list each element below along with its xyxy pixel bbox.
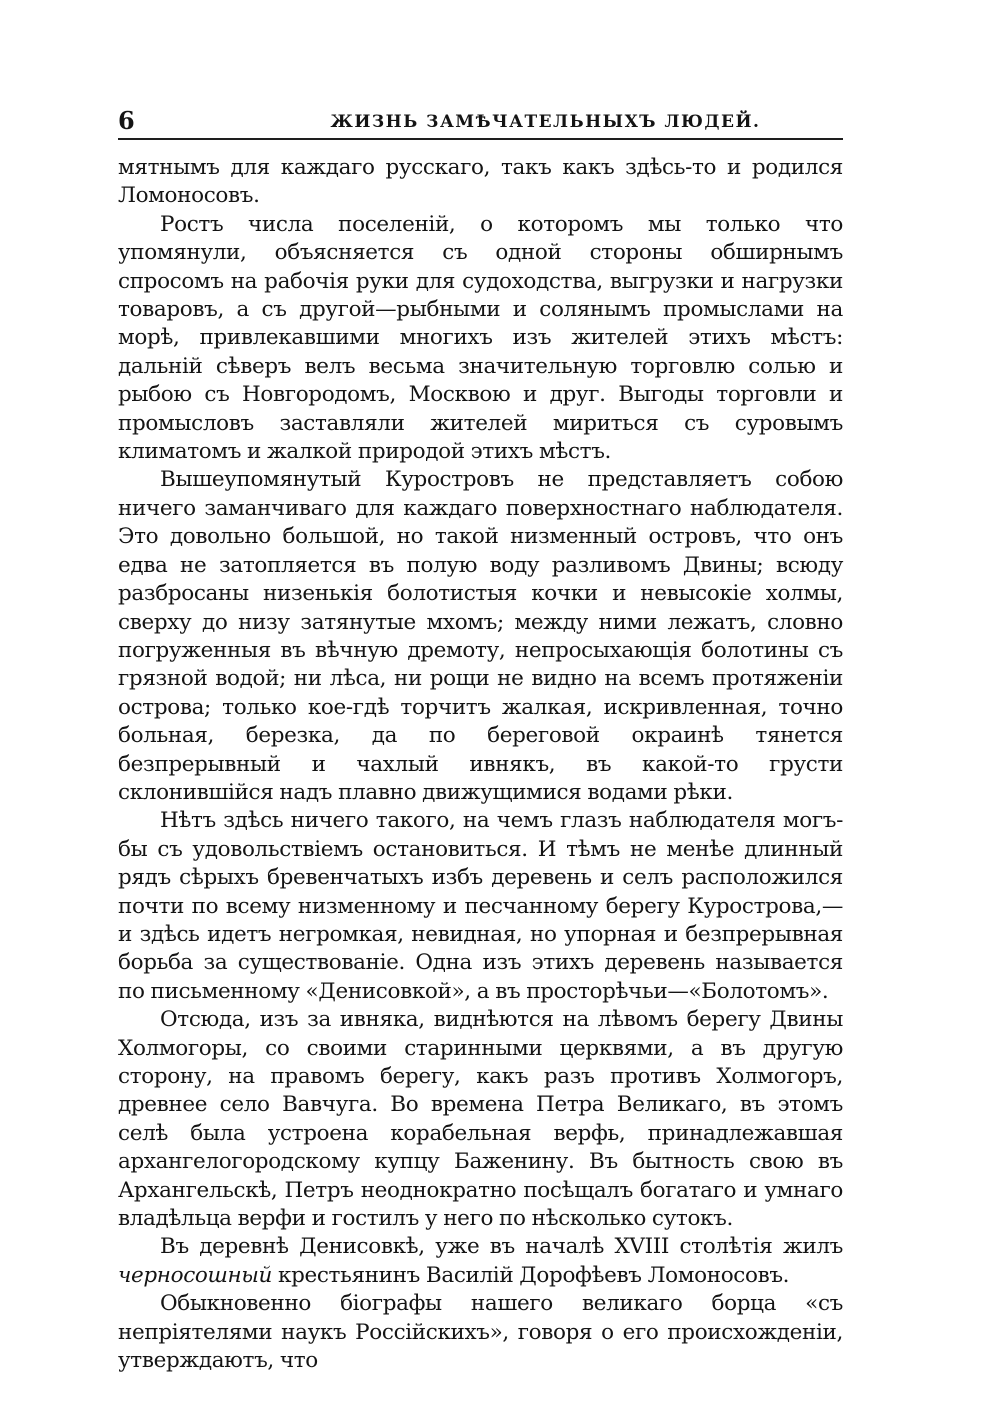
paragraph: Обыкновенно біографы нашего великаго борца «съ непріятелями наукъ Россійскихъ», говоря о его происхожденіи, утверждаютъ, что — [118, 1291, 843, 1374]
paragraph: Отсюда, изъ за ивняка, виднѣются на лѣвомъ берегу Двины Холмогоры, со своими старинными церквями, а въ другую сторону, на правомъ берегу, какъ разъ противъ Холмогоръ, древнее село Вавчуга. Во времена Петра Великаго, въ этомъ селѣ была устроена корабельная верфь, принадлежавшая архангелогородскому купцу Баженину. Въ бытность свою въ Архангельскѣ, Петръ неоднократно посѣщалъ богатаго и умнаго владѣльца верфи и гостилъ у него по нѣсколько сутокъ. — [118, 1007, 843, 1232]
paragraph-text: Въ деревнѣ Денисовкѣ, уже въ началѣ XVIII столѣтія жилъ — [160, 1234, 843, 1260]
header-rule — [118, 138, 843, 140]
paragraph: Нѣтъ здѣсь ничего такого, на чемъ глазъ наблюдателя могъ-бы съ удовольствіемъ остановиться. И тѣмъ не менѣе длинный рядъ сѣрыхъ бревенчатыхъ избъ деревень и селъ расположился почти по всему низменному и песчанному берегу Курострова,—и здѣсь идетъ негромкая, невидная, но упорная и безпрерывная борьба за существованіе. Одна изъ этихъ деревень называется по письменному «Денисовкой», а въ просторѣчьи—«Болотомъ». — [118, 808, 843, 1004]
page-number: 6 — [118, 106, 135, 135]
running-title: ЖИЗНЬ ЗАМѢЧАТЕЛЬНЫХЪ ЛЮДЕЙ. — [330, 112, 761, 132]
paragraph-text: крестьянинъ Василій Дорофѣевъ Ломоносовъ. — [272, 1262, 790, 1288]
body-text — [118, 154, 843, 1375]
italic-term: черносошный — [118, 1262, 272, 1288]
paragraph — [118, 1233, 843, 1290]
paragraph: Ростъ числа поселеній, о которомъ мы только что упомянули, объясняется съ одной стороны обширнымъ спросомъ на рабочія руки для судоходства, выгрузки и нагрузки товаровъ, а съ другой—рыбными и солянымъ промыслами на морѣ, привлекавшими многихъ изъ жителей этихъ мѣстъ: дальній сѣверъ велъ весьма значительную торговлю солью и рыбою съ Новгородомъ, Москвою и друг. Выгоды торговли и промысловъ заставляли жителей мириться съ суровымъ климатомъ и жалкой природой этихъ мѣстъ. — [118, 211, 843, 465]
page-header — [118, 106, 843, 136]
paragraph: Вышеупомянутый Куростровъ не представляетъ собою ничего заманчиваго для каждаго поверхностнаго наблюдателя. Это довольно большой, но такой низменный островъ, что онъ едва не затопляется въ полую воду разливомъ Двины; всюду разбросаны низенькія болотистыя кочки и невысокіе холмы, сверху до низу затянутые мхомъ; между ними лежатъ, словно погруженныя въ вѣчную дремоту, непросыхающія болотины съ грязной водой; ни лѣса, ни рощи не видно на всемъ протяженіи острова; только кое-гдѣ торчитъ жалкая, искривленная, точно больная, березка, да по береговой окраинѣ тянется безпрерывный и чахлый ивнякъ, въ какой-то грусти склонившійся надъ плавно движущимися водами рѣки. — [118, 467, 843, 805]
paragraph-continuation: мятнымъ для каждаго русскаго, такъ какъ здѣсь-то и родился Ломоносовъ. — [118, 155, 843, 209]
